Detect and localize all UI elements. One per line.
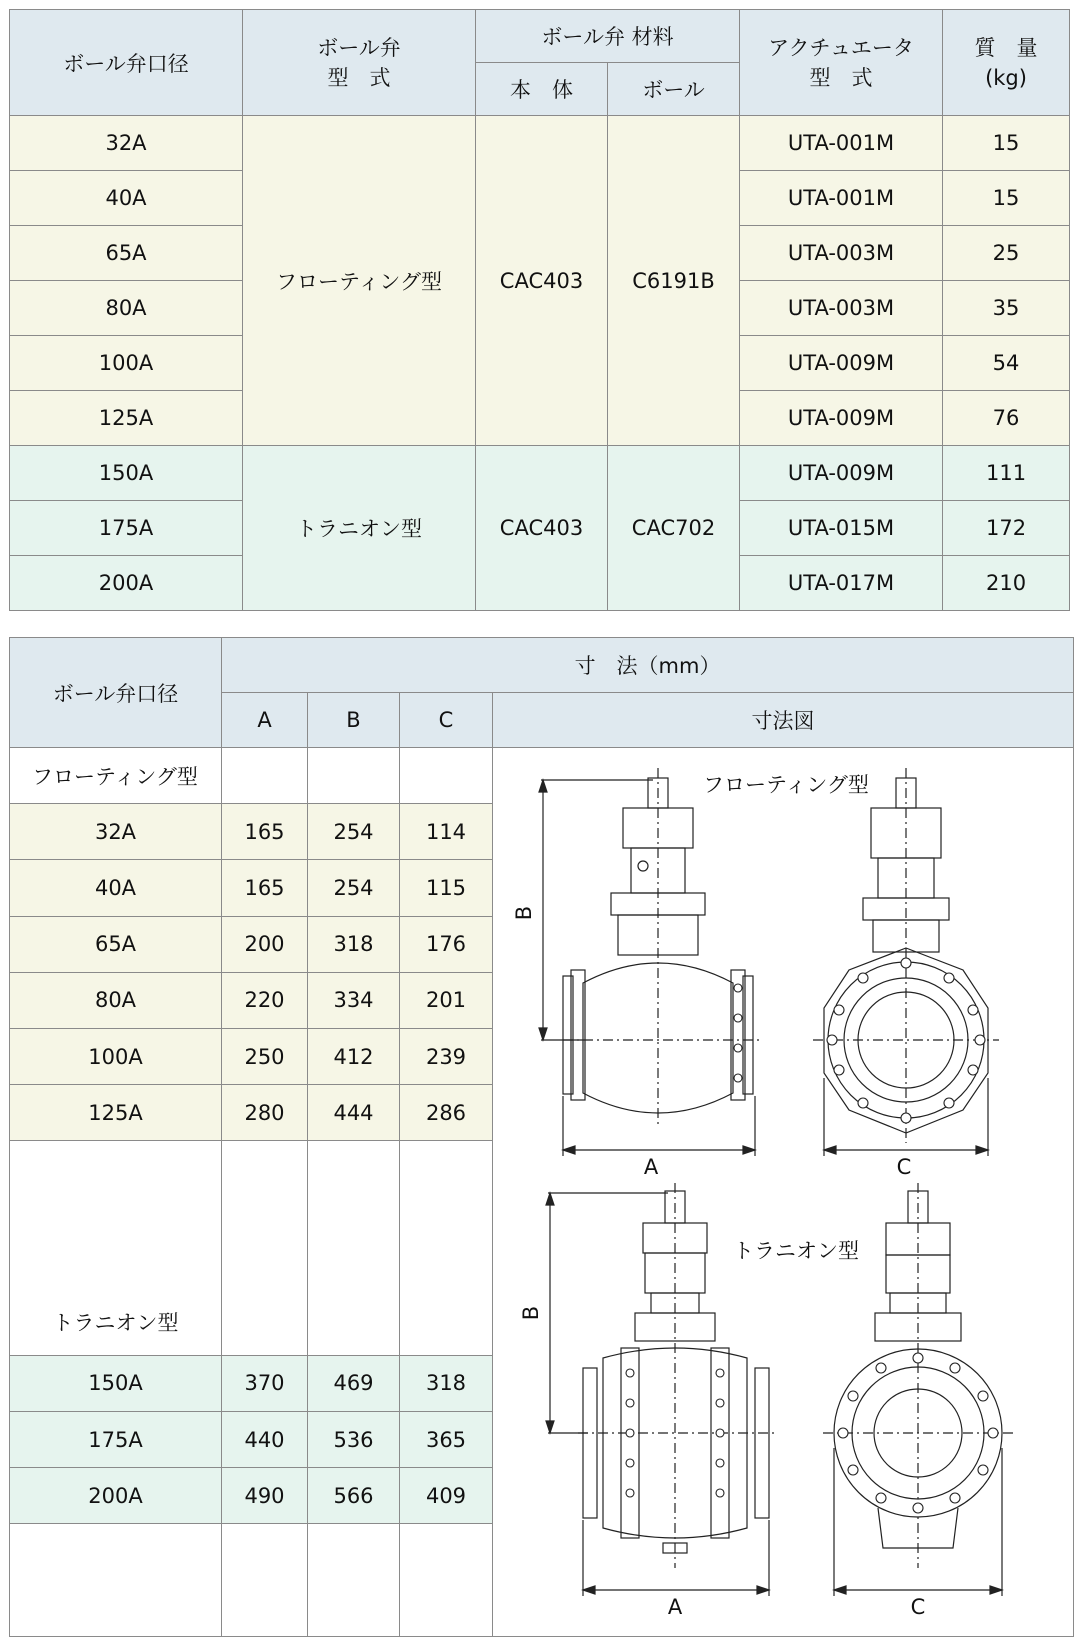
empty-cell	[400, 1524, 493, 1637]
actuator-cell: UTA-003M	[740, 281, 943, 336]
table-row	[10, 446, 1070, 501]
empty-cell	[222, 748, 308, 804]
dim-c-cell: 365	[400, 1412, 493, 1468]
actuator-cell: UTA-001M	[740, 116, 943, 171]
empty-cell	[308, 1141, 400, 1356]
dim-b-cell: 536	[308, 1412, 400, 1468]
dimensions-header: 寸 法（mm）	[222, 638, 1074, 693]
dim-c-cell: 239	[400, 1028, 493, 1084]
dim-a-cell: 165	[222, 804, 308, 860]
bore-cell: 100A	[10, 336, 243, 391]
dimension-drawing	[493, 748, 1074, 1637]
mass-cell: 111	[943, 446, 1070, 501]
dim-b-cell: 318	[308, 916, 400, 972]
mass-cell: 25	[943, 226, 1070, 281]
dimension-table	[9, 637, 1074, 1637]
empty-cell	[222, 1141, 308, 1356]
dim-a-cell: 280	[222, 1085, 308, 1141]
bore-cell: 200A	[10, 1468, 222, 1524]
dim-b-cell: 334	[308, 972, 400, 1028]
bore-cell: 80A	[10, 281, 243, 336]
empty-cell	[308, 1524, 400, 1637]
bore-header: ボール弁口径	[10, 10, 243, 116]
dim-c-header: C	[400, 693, 493, 748]
bore-cell: 150A	[10, 1355, 222, 1411]
bore-cell: 32A	[10, 804, 222, 860]
dim-b-cell: 469	[308, 1355, 400, 1411]
material-header: ボール弁 材料	[476, 10, 740, 63]
dim-c-cell: 114	[400, 804, 493, 860]
bore-header: ボール弁口径	[10, 638, 222, 748]
trunnion-type-label: トラニオン型	[10, 1141, 222, 1356]
actuator-header: アクチュエータ 型 式	[740, 10, 943, 116]
valve-spec-table	[9, 9, 1070, 611]
trunnion-drawing-title: トラニオン型	[733, 1239, 859, 1263]
dim-b-cell: 254	[308, 804, 400, 860]
actuator-cell: UTA-009M	[740, 391, 943, 446]
dim-c-cell: 286	[400, 1085, 493, 1141]
empty-cell	[222, 1524, 308, 1637]
drawing-header: 寸法図	[493, 693, 1074, 748]
body-material-cell: CAC403	[476, 446, 608, 611]
mass-cell: 15	[943, 171, 1070, 226]
body-material-header: 本 体	[476, 63, 608, 116]
bore-cell: 150A	[10, 446, 243, 501]
bore-cell: 200A	[10, 556, 243, 611]
dim-b-cell: 254	[308, 860, 400, 916]
actuator-cell: UTA-009M	[740, 446, 943, 501]
bore-cell: 100A	[10, 1028, 222, 1084]
bore-cell: 80A	[10, 972, 222, 1028]
dim-c-cell: 201	[400, 972, 493, 1028]
bore-cell: 125A	[10, 391, 243, 446]
dim-c-label: C	[896, 1155, 912, 1179]
body-material-cell: CAC403	[476, 116, 608, 446]
dim-a-cell: 490	[222, 1468, 308, 1524]
mass-cell: 76	[943, 391, 1070, 446]
bore-cell: 32A	[10, 116, 243, 171]
bore-cell: 175A	[10, 501, 243, 556]
empty-cell	[400, 1141, 493, 1356]
dim-a-cell: 165	[222, 860, 308, 916]
actuator-cell: UTA-003M	[740, 226, 943, 281]
ball-material-cell: CAC702	[608, 446, 740, 611]
bore-cell: 40A	[10, 171, 243, 226]
actuator-cell: UTA-001M	[740, 171, 943, 226]
dim-b-label: B	[512, 905, 536, 921]
actuator-cell: UTA-017M	[740, 556, 943, 611]
dim-a-label: A	[667, 1595, 683, 1619]
bore-cell: 65A	[10, 916, 222, 972]
dim-b-cell: 412	[308, 1028, 400, 1084]
valve-type-header: ボール弁 型 式	[243, 10, 476, 116]
dim-a-cell: 200	[222, 916, 308, 972]
dim-c-cell: 115	[400, 860, 493, 916]
dim-c-label: C	[910, 1595, 926, 1619]
valve-drawing-svg	[493, 748, 1074, 1636]
dim-c-cell: 318	[400, 1355, 493, 1411]
mass-cell: 15	[943, 116, 1070, 171]
mass-cell: 35	[943, 281, 1070, 336]
actuator-cell: UTA-009M	[740, 336, 943, 391]
valve-type-cell: トラニオン型	[243, 446, 476, 611]
dim-b-cell: 566	[308, 1468, 400, 1524]
bore-cell: 65A	[10, 226, 243, 281]
mass-cell: 54	[943, 336, 1070, 391]
dim-a-header: A	[222, 693, 308, 748]
mass-cell: 172	[943, 501, 1070, 556]
dim-b-cell: 444	[308, 1085, 400, 1141]
actuator-cell: UTA-015M	[740, 501, 943, 556]
dim-b-header: B	[308, 693, 400, 748]
dim-a-cell: 370	[222, 1355, 308, 1411]
valve-type-cell: フローティング型	[243, 116, 476, 446]
empty-cell	[308, 748, 400, 804]
dim-b-label: B	[519, 1305, 543, 1321]
dim-a-cell: 250	[222, 1028, 308, 1084]
empty-cell	[10, 1524, 222, 1637]
bore-cell: 175A	[10, 1412, 222, 1468]
ball-material-cell: C6191B	[608, 116, 740, 446]
mass-header: 質 量 (kg)	[943, 10, 1070, 116]
mass-cell: 210	[943, 556, 1070, 611]
floating-type-label: フローティング型	[10, 748, 222, 804]
dim-c-cell: 409	[400, 1468, 493, 1524]
bore-cell: 125A	[10, 1085, 222, 1141]
floating-side-view	[539, 768, 763, 1156]
dim-a-cell: 440	[222, 1412, 308, 1468]
ball-material-header: ボール	[608, 63, 740, 116]
dim-a-cell: 220	[222, 972, 308, 1028]
floating-drawing-title: フローティング型	[703, 773, 869, 797]
empty-cell	[400, 748, 493, 804]
dim-a-label: A	[643, 1155, 659, 1179]
dim-c-cell: 176	[400, 916, 493, 972]
bore-cell: 40A	[10, 860, 222, 916]
table-row	[10, 116, 1070, 171]
